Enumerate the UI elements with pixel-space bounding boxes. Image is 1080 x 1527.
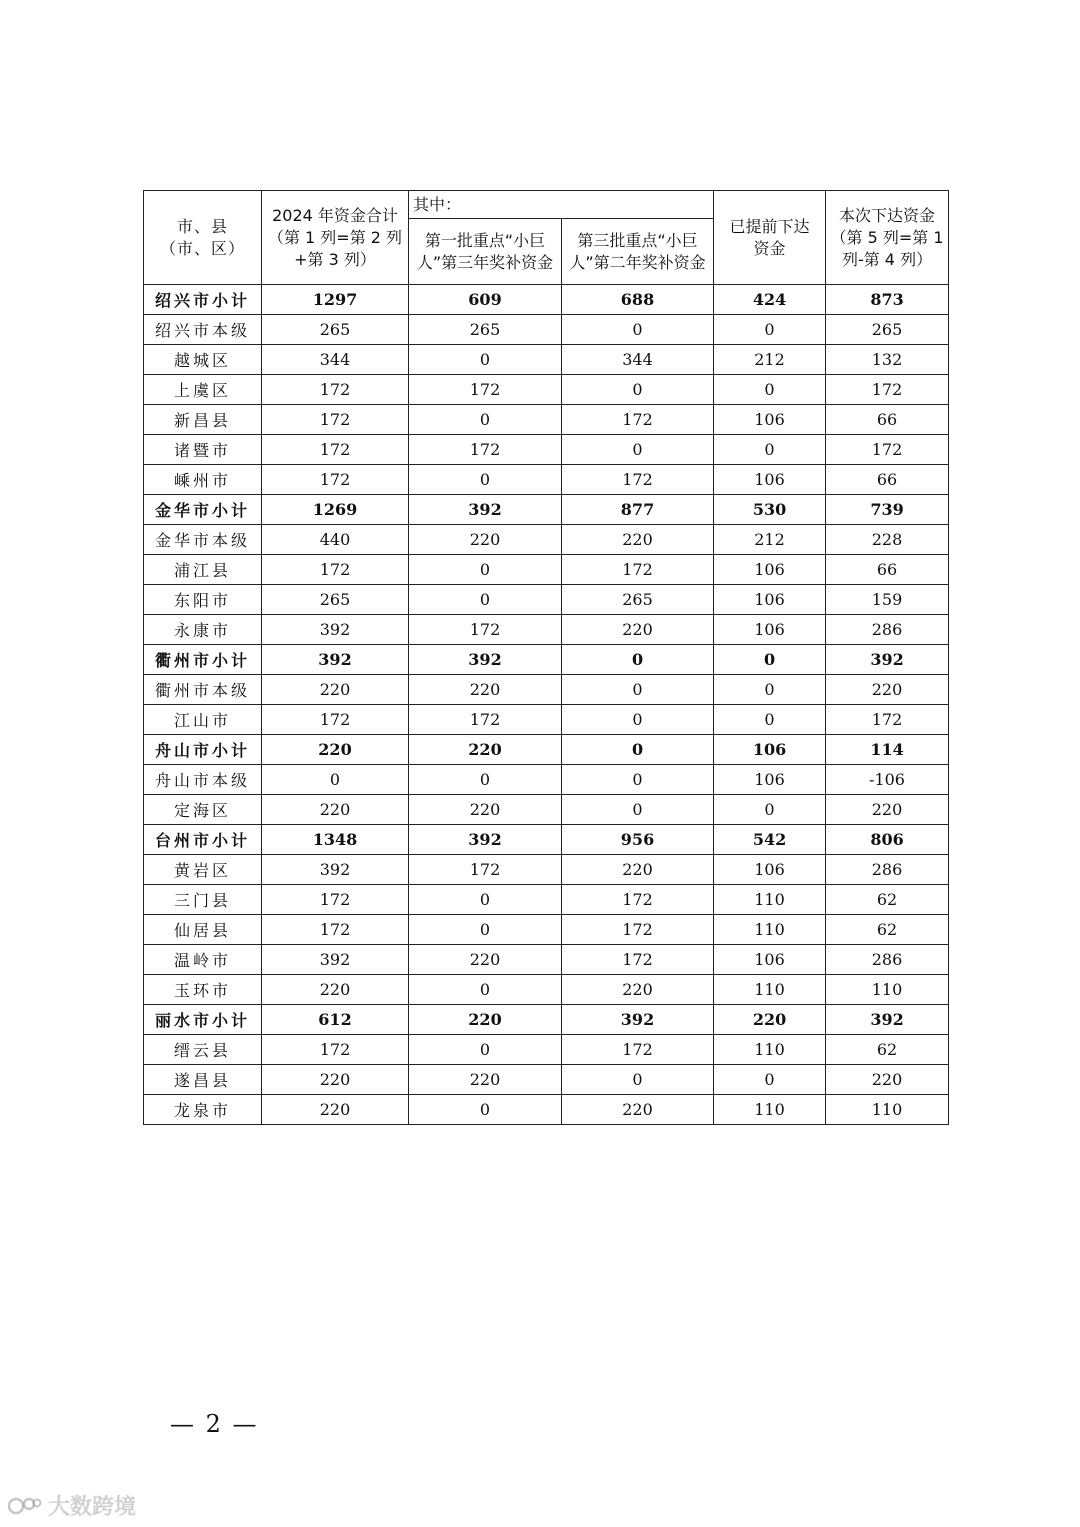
- row-batch3-cell: 0: [562, 675, 714, 705]
- row-name-cell: 玉环市: [144, 975, 262, 1005]
- row-current-cell: -106: [826, 765, 949, 795]
- row-current-cell: 873: [826, 285, 949, 315]
- row-batch1-cell: 0: [409, 975, 562, 1005]
- row-current-cell: 220: [826, 795, 949, 825]
- row-batch1-cell: 0: [409, 1095, 562, 1125]
- row-current-cell: 66: [826, 465, 949, 495]
- row-current-cell: 392: [826, 1005, 949, 1035]
- row-total-cell: 440: [262, 525, 409, 555]
- row-batch1-cell: 220: [409, 945, 562, 975]
- row-advanced-cell: 106: [714, 615, 826, 645]
- row-total-cell: 172: [262, 915, 409, 945]
- row-current-cell: 66: [826, 555, 949, 585]
- row-batch3-cell: 0: [562, 735, 714, 765]
- row-batch1-cell: 172: [409, 705, 562, 735]
- row-name-cell: 黄岩区: [144, 855, 262, 885]
- header-region-line1: 市、县: [176, 216, 228, 236]
- table-row: [144, 465, 949, 495]
- table-row: [144, 885, 949, 915]
- table-row: [144, 975, 949, 1005]
- table-header: [144, 191, 949, 285]
- row-name-cell: 东阳市: [144, 585, 262, 615]
- row-total-cell: 172: [262, 885, 409, 915]
- row-total-cell: 392: [262, 855, 409, 885]
- row-batch3-cell: 0: [562, 705, 714, 735]
- header-col1: 2024 年资金合计（第 1 列=第 2 列+第 3 列）: [262, 191, 409, 285]
- table-row: [144, 435, 949, 465]
- row-current-cell: 62: [826, 915, 949, 945]
- row-current-cell: 392: [826, 645, 949, 675]
- row-name-cell: 绍兴市本级: [144, 315, 262, 345]
- row-batch3-cell: 956: [562, 825, 714, 855]
- header-group: 其中：: [409, 191, 714, 219]
- row-current-cell: 132: [826, 345, 949, 375]
- row-advanced-cell: 0: [714, 1065, 826, 1095]
- row-batch1-cell: 609: [409, 285, 562, 315]
- table-row: [144, 1095, 949, 1125]
- row-advanced-cell: 110: [714, 915, 826, 945]
- row-total-cell: 265: [262, 315, 409, 345]
- row-name-cell: 金华市本级: [144, 525, 262, 555]
- table-row: [144, 345, 949, 375]
- row-batch3-cell: 0: [562, 765, 714, 795]
- table-row: [144, 795, 949, 825]
- row-total-cell: 612: [262, 1005, 409, 1035]
- row-name-cell: 金华市小计: [144, 495, 262, 525]
- table-row: [144, 915, 949, 945]
- table-row: [144, 1065, 949, 1095]
- row-name-cell: 仙居县: [144, 915, 262, 945]
- row-batch1-cell: 220: [409, 1065, 562, 1095]
- row-total-cell: 172: [262, 1035, 409, 1065]
- row-batch3-cell: 172: [562, 555, 714, 585]
- watermark-logo-icon: [8, 1495, 42, 1517]
- header-region: [144, 191, 262, 285]
- row-batch1-cell: 220: [409, 1005, 562, 1035]
- row-name-cell: 越城区: [144, 345, 262, 375]
- row-total-cell: 265: [262, 585, 409, 615]
- row-batch3-cell: 0: [562, 645, 714, 675]
- row-batch1-cell: 172: [409, 375, 562, 405]
- header-region-line2: （市、区）: [159, 238, 245, 258]
- row-total-cell: 172: [262, 435, 409, 465]
- row-advanced-cell: 106: [714, 735, 826, 765]
- row-batch1-cell: 0: [409, 555, 562, 585]
- header-col2: 第一批重点“小巨人”第三年奖补资金: [409, 219, 562, 285]
- row-name-cell: 遂昌县: [144, 1065, 262, 1095]
- row-advanced-cell: 0: [714, 675, 826, 705]
- table-row: [144, 825, 949, 855]
- row-batch1-cell: 0: [409, 765, 562, 795]
- row-name-cell: 衢州市小计: [144, 645, 262, 675]
- row-advanced-cell: 212: [714, 345, 826, 375]
- row-name-cell: 温岭市: [144, 945, 262, 975]
- row-batch3-cell: 0: [562, 795, 714, 825]
- row-current-cell: 110: [826, 975, 949, 1005]
- row-advanced-cell: 424: [714, 285, 826, 315]
- row-name-cell: 衢州市本级: [144, 675, 262, 705]
- row-current-cell: 172: [826, 705, 949, 735]
- table-row: [144, 765, 949, 795]
- row-batch3-cell: 172: [562, 945, 714, 975]
- row-batch3-cell: 172: [562, 405, 714, 435]
- row-batch1-cell: 220: [409, 735, 562, 765]
- row-total-cell: 220: [262, 795, 409, 825]
- row-name-cell: 上虞区: [144, 375, 262, 405]
- table-row: [144, 735, 949, 765]
- row-current-cell: 110: [826, 1095, 949, 1125]
- row-name-cell: 缙云县: [144, 1035, 262, 1065]
- table-row: [144, 315, 949, 345]
- row-total-cell: 220: [262, 1065, 409, 1095]
- row-batch1-cell: 0: [409, 885, 562, 915]
- row-batch1-cell: 220: [409, 675, 562, 705]
- funding-table: [143, 190, 949, 1125]
- row-total-cell: 220: [262, 1095, 409, 1125]
- row-batch1-cell: 172: [409, 615, 562, 645]
- row-name-cell: 绍兴市小计: [144, 285, 262, 315]
- row-batch1-cell: 265: [409, 315, 562, 345]
- row-total-cell: 172: [262, 375, 409, 405]
- row-batch3-cell: 220: [562, 525, 714, 555]
- row-total-cell: 220: [262, 735, 409, 765]
- row-batch3-cell: 265: [562, 585, 714, 615]
- row-batch3-cell: 172: [562, 915, 714, 945]
- row-total-cell: 220: [262, 675, 409, 705]
- row-current-cell: 286: [826, 945, 949, 975]
- row-batch3-cell: 172: [562, 885, 714, 915]
- row-batch3-cell: 0: [562, 1065, 714, 1095]
- row-advanced-cell: 106: [714, 855, 826, 885]
- row-advanced-cell: 106: [714, 555, 826, 585]
- row-name-cell: 江山市: [144, 705, 262, 735]
- row-current-cell: 220: [826, 1065, 949, 1095]
- table-row: [144, 555, 949, 585]
- row-name-cell: 浦江县: [144, 555, 262, 585]
- row-batch1-cell: 392: [409, 825, 562, 855]
- row-batch1-cell: 0: [409, 585, 562, 615]
- row-advanced-cell: 0: [714, 795, 826, 825]
- row-current-cell: 66: [826, 405, 949, 435]
- row-current-cell: 159: [826, 585, 949, 615]
- row-advanced-cell: 106: [714, 765, 826, 795]
- row-batch3-cell: 688: [562, 285, 714, 315]
- header-col5: 本次下达资金（第 5 列=第 1 列-第 4 列）: [826, 191, 949, 285]
- row-total-cell: 172: [262, 705, 409, 735]
- row-batch1-cell: 0: [409, 915, 562, 945]
- row-name-cell: 台州市小计: [144, 825, 262, 855]
- row-total-cell: 392: [262, 615, 409, 645]
- row-current-cell: 114: [826, 735, 949, 765]
- table-row: [144, 705, 949, 735]
- row-current-cell: 286: [826, 855, 949, 885]
- table-row: [144, 285, 949, 315]
- table-row: [144, 1005, 949, 1035]
- row-advanced-cell: 106: [714, 945, 826, 975]
- row-total-cell: 172: [262, 555, 409, 585]
- table-body: [144, 285, 949, 1125]
- row-current-cell: 172: [826, 435, 949, 465]
- row-advanced-cell: 530: [714, 495, 826, 525]
- watermark-text: 大数跨境: [48, 1495, 137, 1520]
- row-batch3-cell: 344: [562, 345, 714, 375]
- header-col3: 第三批重点“小巨人”第二年奖补资金: [562, 219, 714, 285]
- row-batch1-cell: 392: [409, 495, 562, 525]
- row-total-cell: 392: [262, 945, 409, 975]
- row-name-cell: 舟山市本级: [144, 765, 262, 795]
- row-total-cell: 172: [262, 405, 409, 435]
- row-batch1-cell: 0: [409, 1035, 562, 1065]
- row-batch3-cell: 172: [562, 465, 714, 495]
- row-advanced-cell: 106: [714, 465, 826, 495]
- table-row: [144, 585, 949, 615]
- row-current-cell: 228: [826, 525, 949, 555]
- table-row: [144, 855, 949, 885]
- header-col4: 已提前下达资金: [714, 191, 826, 285]
- row-batch1-cell: 392: [409, 645, 562, 675]
- row-name-cell: 丽水市小计: [144, 1005, 262, 1035]
- row-current-cell: 286: [826, 615, 949, 645]
- row-batch3-cell: 877: [562, 495, 714, 525]
- row-advanced-cell: 0: [714, 645, 826, 675]
- row-total-cell: 0: [262, 765, 409, 795]
- row-batch1-cell: 220: [409, 525, 562, 555]
- row-advanced-cell: 0: [714, 315, 826, 345]
- row-name-cell: 三门县: [144, 885, 262, 915]
- row-name-cell: 龙泉市: [144, 1095, 262, 1125]
- row-advanced-cell: 0: [714, 435, 826, 465]
- row-current-cell: 62: [826, 885, 949, 915]
- row-batch3-cell: 220: [562, 855, 714, 885]
- row-name-cell: 嵊州市: [144, 465, 262, 495]
- table-row: [144, 945, 949, 975]
- row-current-cell: 806: [826, 825, 949, 855]
- row-advanced-cell: 106: [714, 585, 826, 615]
- table-row: [144, 645, 949, 675]
- row-batch3-cell: 0: [562, 435, 714, 465]
- table-row: [144, 1035, 949, 1065]
- row-current-cell: 172: [826, 375, 949, 405]
- row-batch3-cell: 172: [562, 1035, 714, 1065]
- row-batch3-cell: 392: [562, 1005, 714, 1035]
- table-row: [144, 405, 949, 435]
- row-total-cell: 1297: [262, 285, 409, 315]
- row-batch3-cell: 0: [562, 375, 714, 405]
- row-advanced-cell: 110: [714, 1095, 826, 1125]
- row-advanced-cell: 106: [714, 405, 826, 435]
- row-current-cell: 739: [826, 495, 949, 525]
- row-name-cell: 新昌县: [144, 405, 262, 435]
- row-advanced-cell: 0: [714, 705, 826, 735]
- row-advanced-cell: 220: [714, 1005, 826, 1035]
- row-total-cell: 220: [262, 975, 409, 1005]
- row-total-cell: 1269: [262, 495, 409, 525]
- row-total-cell: 172: [262, 465, 409, 495]
- row-current-cell: 220: [826, 675, 949, 705]
- row-batch3-cell: 220: [562, 615, 714, 645]
- row-current-cell: 62: [826, 1035, 949, 1065]
- row-name-cell: 定海区: [144, 795, 262, 825]
- row-advanced-cell: 110: [714, 885, 826, 915]
- row-total-cell: 344: [262, 345, 409, 375]
- row-batch1-cell: 172: [409, 435, 562, 465]
- row-name-cell: 舟山市小计: [144, 735, 262, 765]
- row-total-cell: 392: [262, 645, 409, 675]
- watermark: [8, 1490, 136, 1521]
- row-current-cell: 265: [826, 315, 949, 345]
- table-row: [144, 495, 949, 525]
- row-advanced-cell: 0: [714, 375, 826, 405]
- table-row: [144, 615, 949, 645]
- row-batch1-cell: 0: [409, 345, 562, 375]
- page-number: — 2 —: [170, 1410, 259, 1438]
- row-name-cell: 诸暨市: [144, 435, 262, 465]
- table-row: [144, 375, 949, 405]
- row-advanced-cell: 110: [714, 1035, 826, 1065]
- row-batch3-cell: 0: [562, 315, 714, 345]
- row-total-cell: 1348: [262, 825, 409, 855]
- row-advanced-cell: 110: [714, 975, 826, 1005]
- row-batch1-cell: 0: [409, 465, 562, 495]
- row-batch3-cell: 220: [562, 1095, 714, 1125]
- table-row: [144, 675, 949, 705]
- row-batch1-cell: 220: [409, 795, 562, 825]
- row-batch3-cell: 220: [562, 975, 714, 1005]
- table-row: [144, 525, 949, 555]
- row-advanced-cell: 212: [714, 525, 826, 555]
- row-name-cell: 永康市: [144, 615, 262, 645]
- row-batch1-cell: 0: [409, 405, 562, 435]
- row-batch1-cell: 172: [409, 855, 562, 885]
- row-advanced-cell: 542: [714, 825, 826, 855]
